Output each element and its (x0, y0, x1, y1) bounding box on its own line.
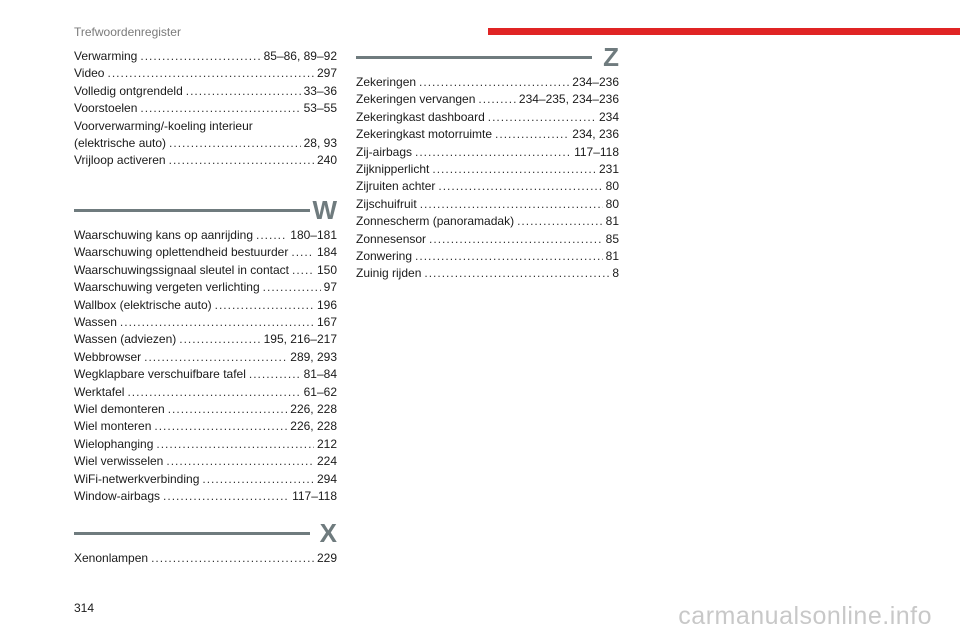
section-rule (74, 209, 310, 212)
index-page-ref: 289, 293 (290, 349, 337, 364)
index-entry (356, 161, 619, 178)
index-entry (74, 418, 337, 435)
dot-leader (424, 265, 609, 282)
index-page-ref: 195, 216–217 (263, 332, 337, 347)
index-page-ref: 85 (605, 231, 619, 246)
dot-leader (415, 248, 603, 265)
index-term: Waarschuwing oplettendheid bestuurder (74, 245, 289, 260)
dot-leader (429, 231, 603, 248)
section-rule (356, 56, 592, 59)
dot-leader (488, 109, 596, 126)
dot-leader (156, 436, 314, 453)
index-term: Video (74, 66, 105, 81)
index-page-ref: 81 (605, 214, 619, 229)
index-term: Wiel verwisselen (74, 454, 164, 469)
dot-leader (478, 91, 515, 108)
index-page-ref: 234–235, 234–236 (518, 92, 619, 107)
section-w-entries (74, 227, 337, 506)
dot-leader (420, 196, 603, 213)
index-page-ref: 97 (323, 280, 337, 295)
dot-leader (256, 227, 287, 244)
section-letter: Z (603, 42, 619, 72)
dot-leader (127, 384, 300, 401)
index-page-ref: 224 (316, 454, 337, 469)
index-entry (74, 349, 337, 366)
index-term: Wallbox (elektrische auto) (74, 297, 212, 312)
dot-leader (107, 65, 313, 82)
section-heading-x (74, 518, 337, 550)
index-term: Zekeringkast dashboard (356, 109, 485, 124)
dot-leader (215, 297, 314, 314)
index-page-ref: 180–181 (290, 228, 337, 242)
index-section-w (74, 195, 337, 506)
section-heading-z (356, 42, 619, 74)
index-term: Wiel monteren (74, 419, 152, 434)
index-page-ref: 212 (316, 436, 337, 451)
index-page-ref: 196 (316, 297, 337, 312)
dot-leader (415, 144, 571, 161)
section-letter: X (319, 518, 337, 548)
index-entry (74, 118, 337, 135)
index-entry (74, 279, 337, 296)
index-term: Zijschuifruit (356, 196, 417, 211)
index-page-ref: 8 (612, 266, 619, 281)
dot-leader (202, 471, 314, 488)
section-letter: W (312, 195, 337, 225)
index-term: Wegklapbare verschuifbare tafel (74, 367, 246, 382)
dot-leader (179, 331, 260, 348)
index-term: Window-airbags (74, 489, 161, 504)
index-page-ref: 226, 228 (290, 402, 337, 417)
section-header-title: Trefwoordenregister (74, 25, 181, 39)
index-term: Wielophanging (74, 436, 154, 451)
dot-leader (144, 349, 287, 366)
index-page-ref: 117–118 (292, 489, 337, 504)
index-page-ref: 167 (316, 315, 337, 330)
index-term: Wassen (74, 315, 117, 330)
index-term: Voorstoelen (74, 101, 138, 116)
section-heading-w (74, 195, 337, 227)
index-entry (356, 196, 619, 213)
dot-leader (438, 178, 602, 195)
index-page-ref: 80 (605, 179, 619, 194)
index-entry (356, 74, 619, 91)
index-term: Volledig ontgrendeld (74, 83, 183, 98)
index-term: Zonnesensor (356, 231, 427, 246)
index-entry (74, 331, 337, 348)
dot-leader (495, 126, 569, 143)
dot-leader (154, 418, 287, 435)
index-entry (356, 109, 619, 126)
dot-leader (517, 213, 603, 230)
index-column-left-top (74, 48, 337, 170)
index-term: Waarschuwing vergeten verlichting (74, 280, 260, 295)
index-page-ref: 294 (316, 471, 337, 486)
index-entry (356, 144, 619, 161)
dot-leader (166, 453, 314, 470)
section-x-entries (74, 550, 337, 567)
index-page-ref: 234 (598, 109, 619, 124)
index-term: Werktafel (74, 384, 125, 399)
dot-leader (186, 83, 301, 100)
index-term: Wiel demonteren (74, 402, 165, 417)
index-section-z (356, 42, 619, 283)
index-page-ref: 226, 228 (290, 419, 337, 434)
index-term: Zonnescherm (panoramadak) (356, 214, 515, 229)
dot-leader (169, 135, 301, 152)
index-entry (74, 48, 337, 65)
index-entry (356, 126, 619, 143)
index-page-ref: 234, 236 (572, 127, 619, 142)
index-entry (356, 91, 619, 108)
index-page-ref: 61–62 (303, 384, 337, 399)
index-term: Zekeringen vervangen (356, 92, 476, 107)
index-entry (356, 178, 619, 195)
section-rule (74, 532, 310, 535)
index-term: Wassen (adviezen) (74, 332, 177, 347)
index-entry (74, 297, 337, 314)
index-term: Xenonlampen (74, 551, 149, 565)
index-page-ref: 80 (605, 196, 619, 211)
index-term: (elektrische auto) (74, 136, 167, 151)
index-page-ref: 81 (605, 249, 619, 264)
dot-leader (140, 48, 260, 65)
dot-leader (140, 100, 300, 117)
index-page-ref: 231 (598, 162, 619, 177)
index-entry (356, 231, 619, 248)
index-entry (74, 366, 337, 383)
index-entry (356, 265, 619, 282)
index-term: Zijknipperlicht (356, 162, 430, 177)
dot-leader (419, 74, 569, 91)
index-term: Zij-airbags (356, 144, 413, 159)
index-entry (74, 314, 337, 331)
index-page-ref: 117–118 (574, 144, 619, 159)
index-entry (356, 248, 619, 265)
index-section-x (74, 518, 337, 567)
watermark[interactable]: carmanualsonline.info (678, 602, 932, 630)
index-term: Zekeringkast motorruimte (356, 127, 493, 142)
dot-leader (169, 152, 314, 169)
index-page-ref: 53–55 (303, 101, 337, 116)
index-entry (74, 436, 337, 453)
accent-bar (488, 28, 960, 35)
dot-leader (151, 550, 314, 567)
index-page-ref: 234–236 (572, 75, 619, 89)
dot-leader (120, 314, 314, 331)
index-entry (74, 453, 337, 470)
index-entry (74, 384, 337, 401)
dot-leader (292, 262, 314, 279)
index-entry (74, 401, 337, 418)
index-page-ref: 240 (316, 153, 337, 168)
index-page-ref: 33–36 (303, 83, 337, 98)
index-entry (356, 213, 619, 230)
index-entry (74, 152, 337, 169)
index-term: Zuinig rijden (356, 266, 422, 281)
index-term: Verwarming (74, 49, 138, 63)
index-term: WiFi-netwerkverbinding (74, 471, 200, 486)
index-term: Zekeringen (356, 75, 417, 89)
dot-leader (163, 488, 289, 505)
index-term: Webbrowser (74, 349, 142, 364)
index-entry (74, 135, 337, 152)
index-term: Waarschuwing kans op aanrijding (74, 228, 253, 242)
dot-leader (168, 401, 288, 418)
dot-leader (291, 244, 314, 261)
index-entry (74, 262, 337, 279)
section-z-entries (356, 74, 619, 283)
index-page-ref: 184 (316, 245, 337, 260)
page-number: 314 (74, 601, 95, 615)
dot-leader (249, 366, 301, 383)
dot-leader (432, 161, 596, 178)
index-term: Waarschuwingssignaal sleutel in contact (74, 262, 289, 277)
index-entry (74, 550, 337, 567)
index-entry (74, 244, 337, 261)
index-entry (74, 227, 337, 244)
index-page-ref: 85–86, 89–92 (263, 49, 337, 63)
index-entry (74, 65, 337, 82)
index-page-ref: 28, 93 (303, 136, 337, 151)
index-page-ref: 81–84 (303, 367, 337, 382)
dot-leader (263, 279, 321, 296)
index-entry (74, 83, 337, 100)
index-page-ref: 229 (316, 551, 337, 565)
index-entry (74, 471, 337, 488)
index-entry (74, 100, 337, 117)
index-term: Zonwering (356, 249, 413, 264)
index-page-ref: 297 (316, 66, 337, 81)
index-term: Vrijloop activeren (74, 153, 166, 168)
index-term: Zijruiten achter (356, 179, 436, 194)
index-entry (74, 488, 337, 505)
index-term: Voorverwarming/-koeling interieur (74, 118, 253, 133)
index-page-ref: 150 (316, 262, 337, 277)
